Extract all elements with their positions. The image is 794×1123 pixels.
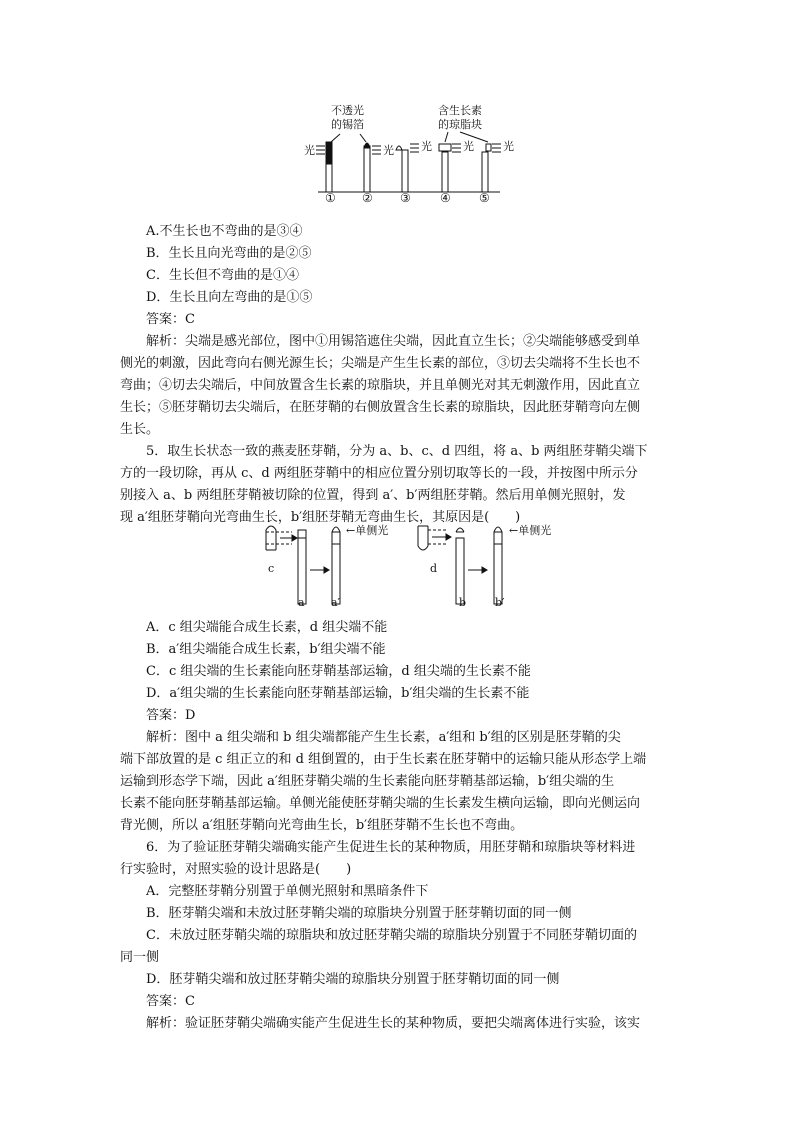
fig1-num-4: ④ [440,191,451,205]
q6-option-d: D．胚芽鞘尖端和放过胚芽鞘尖端的琼脂块分别置于胚芽鞘切面的同一侧 [146,972,560,987]
fig1-num-5: ⑤ [479,191,490,205]
q5-analysis-line: 端下部放置的是 c 组正立的和 d 组倒置的，由于生长素在胚芽鞘中的运输只能从形态学上端 [120,752,647,767]
q5-option-a: A．c 组尖端能合成生长素，d 组尖端不能 [146,620,388,635]
q5-stem-line: 现 a′组胚芽鞘向光弯曲生长，b′组胚芽鞘无弯曲生长，其原因是( ) [120,510,521,525]
label-opaque-line2: 的锡箔 [331,118,364,131]
q4-answer: 答案：C [146,312,195,327]
q6-stem-line: 行实验时，对照实验的设计思路是( ) [120,862,352,877]
q4-option-d: D．生长且向左弯曲的是①⑤ [146,290,313,305]
q6-answer: 答案：C [146,994,195,1009]
label-agar-line1: 含生长素 [438,104,482,117]
label-agar-block [438,104,482,132]
graft-label-c: c [268,562,275,575]
q5-analysis-line: 解析：图中 a 组尖端和 b 组尖端都能产生生长素，a′组和 b′组的区别是胚芽鞘的尖 [146,730,621,745]
q5-answer: 答案：D [146,708,196,723]
label-opaque-foil [331,104,364,132]
light-label-2: 光 [383,144,394,157]
q5-option-c: C．c 组尖端的生长素能向胚芽鞘基部运输，d 组尖端的生长素不能 [146,664,531,679]
graft-label-b: b [459,596,467,609]
fig1-num-3: ③ [400,191,411,205]
q5-analysis-line: 背光侧，所以 a′组胚芽鞘向光弯曲生长，b′组胚芽鞘不生长也不弯曲。 [120,818,524,833]
q4-option-b: B．生长且向光弯曲的是②⑤ [146,246,312,261]
q4-analysis-line: 生长。 [120,422,160,437]
q6-option-c: C．未放过胚芽鞘尖端的琼脂块和放过胚芽鞘尖端的琼脂块分别置于不同胚芽鞘切面的 [146,928,637,943]
light-label-5: 光 [503,140,514,153]
q5-stem-line: 5．取生长状态一致的燕麦胚芽鞘，分为 a、b、c、d 四组，将 a、b 两组胚芽鞘尖端下 [146,444,648,459]
graft-label-d: d [430,562,438,575]
graft-label-b-prime: b′ [495,596,505,609]
graft-label-a-prime: a′ [331,596,341,609]
q4-option-a: A.不生长也不弯曲的是③④ [146,224,303,239]
label-agar-line2: 的琼脂块 [438,118,482,131]
q6-stem-line: 6．为了验证胚芽鞘尖端确实能产生促进生长的某种物质，用胚芽鞘和琼脂块等材料进 [146,840,636,855]
label-opaque-line1: 不透光 [331,104,364,117]
single-light-label-2: ←单侧光 [509,524,552,537]
q6-analysis-line: 解析：验证胚芽鞘尖端确实能产生促进生长的某种物质，要把尖端离体进行实验，该实 [146,1016,641,1031]
q4-analysis-line: 弯曲；④切去尖端后，中间放置含生长素的琼脂块，并且单侧光对其无刺激作用，因此直立 [120,378,641,393]
q5-stem-line: 方的一段切除，再从 c、d 两组胚芽鞘中的相应位置分别切取等长的一段，并按图中所示分 [120,466,638,481]
q5-stem-line: 别接入 a、b 两组胚芽鞘被切除的位置，得到 a′、b′两组胚芽鞘。然后用单侧光照射，发 [120,488,626,503]
fig1-num-1: ① [325,191,336,205]
q4-analysis-line: 解析：尖端是感光部位，图中①用锡箔遮住尖端，因此直立生长；②尖端能够感受到单 [146,334,641,349]
q4-analysis-line: 生长；⑤胚芽鞘切去尖端后，在胚芽鞘的右侧放置含生长素的琼脂块，因此胚芽鞘弯向左侧 [120,400,641,415]
light-label-3: 光 [421,140,432,153]
q5-option-d: D．a′组尖端的生长素能向胚芽鞘基部运输，b′组尖端的生长素不能 [146,686,530,701]
q4-option-c: C．生长但不弯曲的是①④ [146,268,299,283]
q5-option-b: B．a′组尖端能合成生长素，b′组尖端不能 [146,642,386,657]
q5-analysis-line: 长素不能向胚芽鞘基部运输。单侧光能使胚芽鞘尖端的生长素发生横向运输，即向光侧运向 [120,796,641,811]
graft-label-a: a [298,596,305,609]
q6-option-c-cont: 同一侧 [120,950,160,965]
single-light-label-1: ←单侧光 [346,524,389,537]
light-label-4: 光 [463,140,474,153]
fig1-num-2: ② [362,191,373,205]
q6-option-a: A．完整胚芽鞘分别置于单侧光照射和黑暗条件下 [146,884,429,899]
light-label-1: 光 [304,144,315,157]
q4-analysis-line: 侧光的刺激，因此弯向右侧光源生长；尖端是产生生长素的部位，③切去尖端将不生长也不 [120,356,641,371]
q6-option-b: B．胚芽鞘尖端和未放过胚芽鞘尖端的琼脂块分别置于胚芽鞘切面的同一侧 [146,906,572,921]
q5-analysis-line: 运输到形态学下端，因此 a′组胚芽鞘尖端的生长素能向胚芽鞘基部运输，b′组尖端的生 [120,774,615,789]
